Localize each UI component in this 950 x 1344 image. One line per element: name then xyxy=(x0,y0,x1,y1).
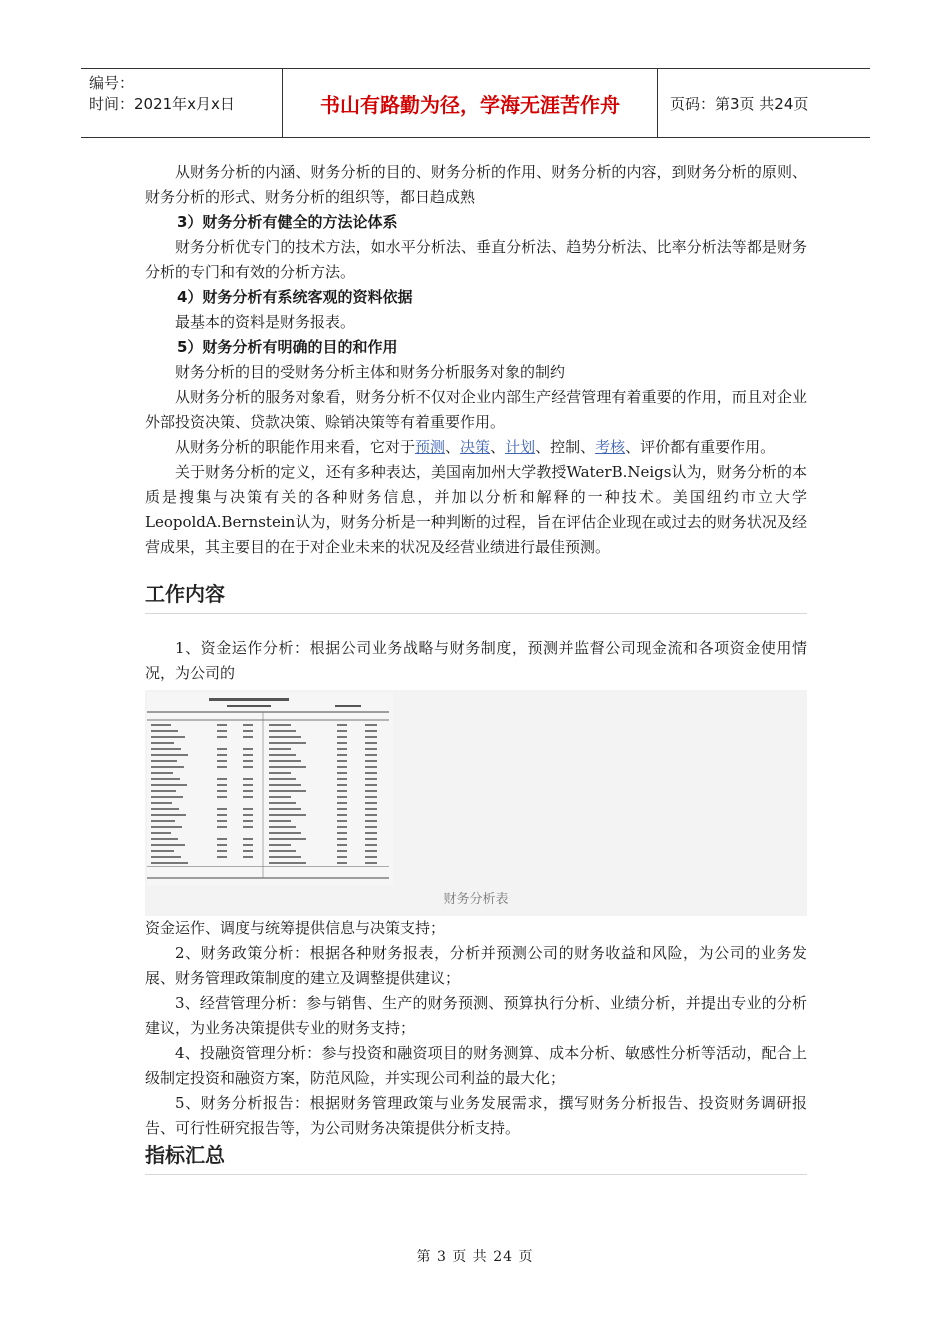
work-item-1-cont: 资金运作、调度与统筹提供信息与决策支持； xyxy=(145,919,446,937)
separator: 、 xyxy=(445,438,461,456)
document-number-label: 编号： xyxy=(89,74,135,92)
page-footer: 第 3 页 共 24 页 xyxy=(416,1249,534,1265)
paragraph: 最基本的资料是财务报表。 xyxy=(175,313,356,331)
header-motto: 书山有路勤为径，学海无涯苦作舟 xyxy=(283,69,658,137)
paragraph: 财务分析的目的受财务分析主体和财务分析服务对象的制约 xyxy=(175,363,566,381)
figure-caption: 财务分析表 xyxy=(443,892,509,907)
link-assessment[interactable]: 考核 xyxy=(595,438,626,456)
paragraph xyxy=(145,435,807,460)
link-forecast[interactable]: 预测 xyxy=(415,438,446,456)
document-date: 时间：2021年x月x日 xyxy=(89,95,235,113)
page-header xyxy=(81,68,870,138)
link-plan[interactable]: 计划 xyxy=(505,438,536,456)
paragraph: 财务分析优专门的技术方法，如水平分析法、垂直分析法、趋势分析法、比率分析法等都是财务分析的专门和有效的分析方法。 xyxy=(145,238,807,281)
paragraph: 关于财务分析的定义，还有多种表达，美国南加州大学教授WaterB.Neigs认为，财务分析的本质是搜集与决策有关的各种财务信息，并加以分析和解释的一种技术。美国纽约市立大学LeopoldA.Bernstein认为，财务分析是一种判断的过程，旨在评估企业现在或过去的财务状况及经营成果，其主要目的在于对企业未来的状况及经营业绩进行最佳预测。 xyxy=(145,463,807,556)
header-page-info: 页码：第3页 共24页 xyxy=(670,94,809,113)
financial-table-figure xyxy=(145,690,807,916)
text: 从财务分析的职能作用来看，它对于 xyxy=(175,438,416,456)
header-meta xyxy=(81,69,283,137)
section-title-index: 指标汇总 xyxy=(145,1143,807,1175)
text: 、控制、 xyxy=(535,438,596,456)
link-decision[interactable]: 决策 xyxy=(460,438,491,456)
section-title-work: 工作内容 xyxy=(145,582,807,614)
text: 、评价都有重要作用。 xyxy=(625,438,776,456)
work-item-3: 3、经营管理分析：参与销售、生产的财务预测、预算执行分析、业绩分析，并提出专业的分析建议，为业务决策提供专业的财务支持； xyxy=(145,994,807,1037)
subheading: 5）财务分析有明确的目的和作用 xyxy=(177,338,398,356)
work-item-2: 2、财务政策分析：根据各种财务报表，分析并预测公司的财务收益和风险，为公司的业务发展、财务管理政策制度的建立及调整提供建议； xyxy=(145,944,807,987)
separator: 、 xyxy=(490,438,506,456)
subheading: 4）财务分析有系统客观的资料依据 xyxy=(177,288,413,306)
paragraph: 从财务分析的内涵、财务分析的目的、财务分析的作用、财务分析的内容，到财务分析的原则、财务分析的形式、财务分析的组织等，都日趋成熟 xyxy=(145,163,807,206)
financial-table-image xyxy=(147,692,393,886)
document-body xyxy=(145,160,807,1175)
work-item-4: 4、投融资管理分析：参与投资和融资项目的财务测算、成本分析、敏感性分析等活动，配合上级制定投资和融资方案，防范风险，并实现公司利益的最大化； xyxy=(145,1044,807,1087)
paragraph: 从财务分析的服务对象看，财务分析不仅对企业内部生产经营管理有着重要的作用，而且对企业外部投资决策、贷款决策、赊销决策等有着重要作用。 xyxy=(145,388,807,431)
subheading: 3）财务分析有健全的方法论体系 xyxy=(177,213,398,231)
work-item-1: 1、资金运作分析：根据公司业务战略与财务制度，预测并监督公司现金流和各项资金使用情况，为公司的 xyxy=(145,639,807,682)
work-item-5: 5、财务分析报告：根据财务管理政策与业务发展需求，撰写财务分析报告、投资财务调研报告、可行性研究报告等，为公司财务决策提供分析支持。 xyxy=(145,1094,807,1137)
